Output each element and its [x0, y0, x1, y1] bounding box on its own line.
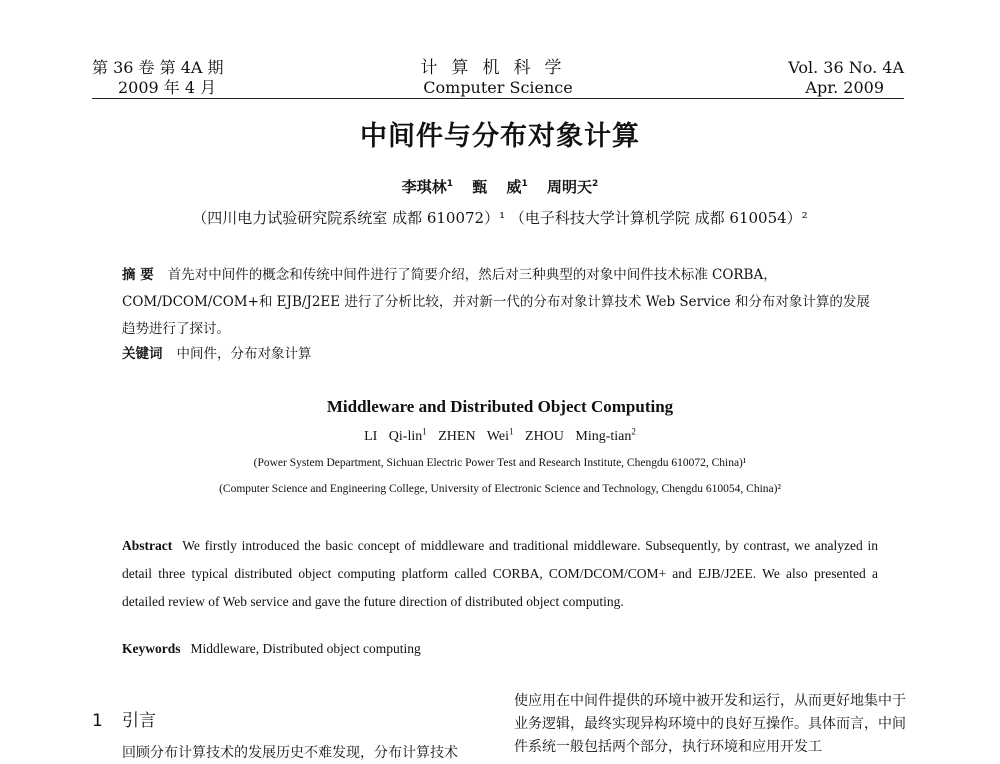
- author-affil-mark: 1: [509, 426, 514, 437]
- authors-en: [0, 426, 1000, 445]
- affiliation-zh: （四川电力试验研究院系统室 成都 610072）¹ （电子科技大学计算机学院 成都 610054）²: [192, 209, 808, 227]
- author-name-en: ZHEN Wei: [438, 429, 510, 444]
- journal-name-zh: 计算机科学: [420, 58, 576, 78]
- header-rule: [92, 98, 904, 99]
- author-affil-mark: 1: [422, 426, 427, 437]
- author-name-en: LI Qi-lin: [364, 429, 423, 444]
- abstract-en: [122, 532, 878, 616]
- abstract-text-en: We firstly introduced the basic concept of middleware and traditional middleware. Subsequently, by contrast, we analyzed in detail three typical distributed object computing platform called CORBA, COM/DCOM/COM+ and EJB/J2EE. We also presented a detailed review of Web service and gave the future direction of distributed object computing.: [122, 538, 878, 609]
- abstract-label-en: Abstract: [122, 538, 173, 553]
- author-affil-mark: 2: [592, 179, 599, 189]
- body-text-right: 使应用在中间件提供的环境中被开发和运行，从而更好地集中于业务逻辑，最终实现异构环境中的良好互操作。具体而言，中间件系统一般包括两个部分，执行环境和应用开发工: [514, 693, 906, 755]
- volume-issue: 第 36 卷 第 4A 期: [92, 58, 224, 77]
- author-name-en: ZHOU Ming-tian: [525, 429, 632, 444]
- author-affil-mark: 1: [446, 179, 454, 189]
- volume-number-en: Vol. 36 No. 4A: [788, 58, 904, 77]
- keywords-zh: [122, 342, 882, 366]
- author-name: 李琪林: [401, 178, 447, 196]
- journal-header: [92, 58, 904, 102]
- keywords-label-zh: 关键词: [122, 346, 163, 362]
- authors-zh: [0, 176, 1000, 197]
- section-heading: [92, 706, 156, 731]
- affiliation-en-1: (Power System Department, Sichuan Electric Power Test and Research Institute, Chengdu 610072, China)¹: [253, 457, 747, 469]
- date-en: Apr. 2009: [805, 78, 884, 97]
- author-affil-mark: 2: [631, 426, 636, 437]
- keywords-en: [122, 637, 878, 661]
- journal-name-en: Computer Science: [423, 78, 573, 97]
- abstract-label-zh: 摘 要: [122, 267, 154, 283]
- affiliation-en-2: (Computer Science and Engineering College, University of Electronic Science and Technology, Chengdu 610054, China)²: [219, 483, 781, 495]
- keywords-label-en: Keywords: [122, 641, 181, 656]
- keywords-text-zh: 中间件，分布对象计算: [176, 346, 312, 362]
- section-title: 引言: [122, 711, 156, 731]
- author-affil-mark: 1: [521, 179, 528, 189]
- issue-date: 2009 年 4 月: [118, 78, 217, 97]
- journal-name: [92, 58, 904, 98]
- abstract-text-zh: 首先对中间件的概念和传统中间件进行了简要介绍，然后对三种典型的对象中间件技术标准 CORBA，COM/DCOM/COM+和 EJB/J2EE 进行了分析比较，并对新一代的分布对象计算技术 Web Service 和分布对象计算的发展趋势进行了探讨。: [122, 267, 870, 337]
- section-number: 1: [92, 711, 103, 731]
- author-name: 周明天: [546, 178, 592, 196]
- author-name: 甄 威: [472, 178, 522, 196]
- body-text-left: 回顾分布计算技术的发展历史不难发现，分布计算技术: [122, 745, 458, 761]
- paper-title-en: Middleware and Distributed Object Computing: [326, 397, 674, 416]
- abstract-zh: [122, 262, 882, 343]
- volume-info-en: [788, 58, 904, 98]
- paper-title-zh: 中间件与分布对象计算: [360, 121, 640, 152]
- keywords-text-en: Middleware, Distributed object computing: [190, 641, 421, 656]
